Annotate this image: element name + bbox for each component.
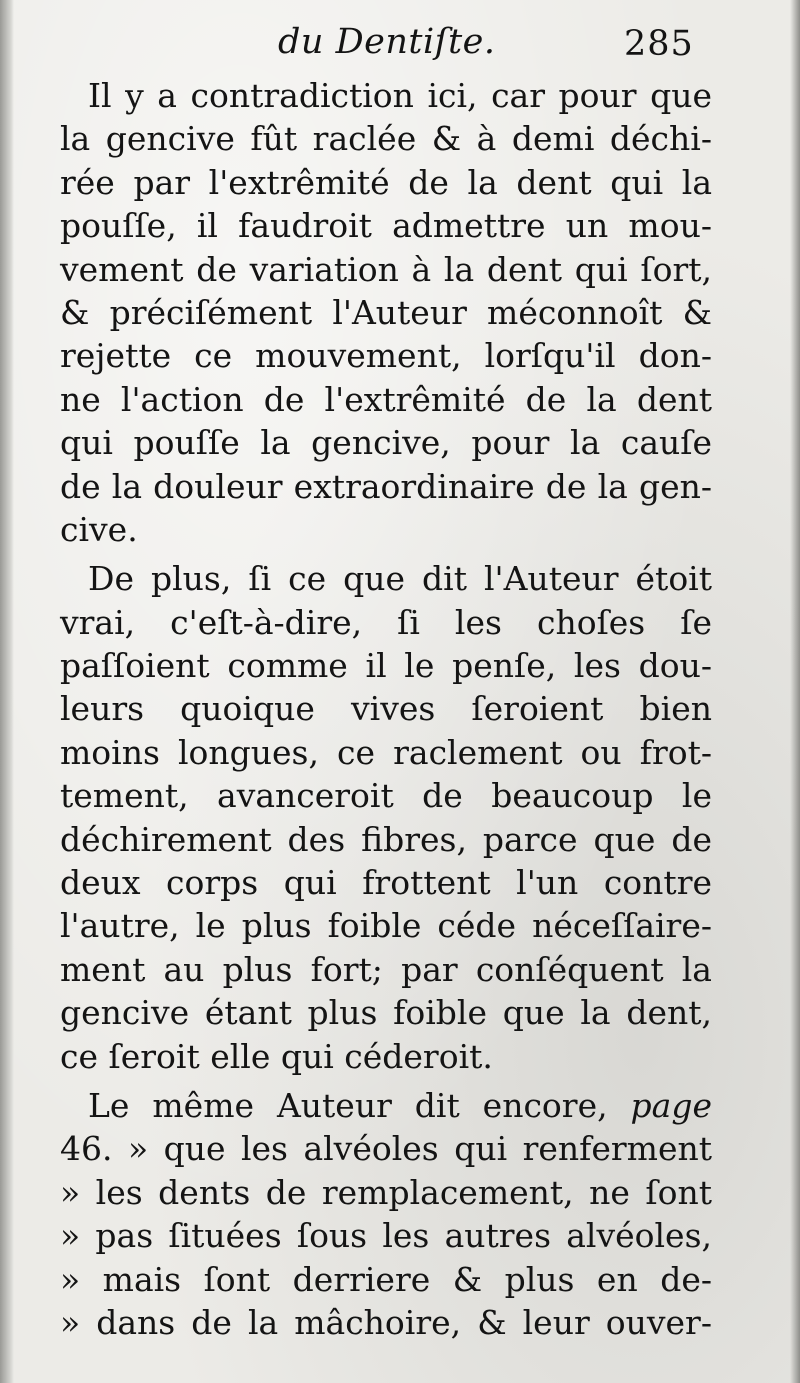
text-line: pouſſe, il faudroit admettre un mou-	[60, 206, 712, 246]
text-line: qui pouſſe la gencive, pour la cauſe	[60, 423, 712, 463]
text-line: & préciſément l'Auteur méconnoît &	[60, 292, 712, 332]
text-line: cive.	[60, 509, 138, 549]
text-line: paſſoient comme il le penſe, les dou-	[60, 646, 712, 686]
quoted-line: » mais ſont derriere & plus en de-	[60, 1259, 712, 1299]
text-line	[60, 1084, 712, 1127]
text-line: ment au plus fort; par conſéquent la	[60, 949, 712, 989]
text-line: la gencive fût raclée & à demi déchi-	[60, 119, 712, 159]
text-line: moins longues, ce raclement ou frot-	[60, 732, 712, 772]
paragraph-2	[60, 557, 712, 1078]
quoted-line: » les dents de remplacement, ne ſont	[60, 1172, 712, 1212]
quoted-line: » dans de la mâchoire, & leur ouver-	[60, 1302, 712, 1342]
text-line: vrai, c'eſt-à-dire, ſi les choſes ſe	[60, 602, 712, 642]
quoted-line: » pas ſituées ſous les autres alvéoles,	[60, 1216, 712, 1256]
running-title: du Dentiſte.	[278, 22, 496, 62]
text-line: tement, avanceroit de beaucoup le	[60, 776, 712, 816]
text-line: rée par l'extrêmité de la dent qui la	[60, 162, 712, 202]
text-line-main: Le même Auteur dit encore,	[88, 1085, 608, 1125]
text-line: vement de variation à la dent qui ſort,	[60, 249, 712, 289]
paragraph-3	[60, 1084, 712, 1344]
text-line: ce ſeroit elle qui céderoit.	[60, 1036, 493, 1076]
page-edge-shadow-left	[0, 0, 14, 1383]
text-line: de la douleur extraordinaire de la gen-	[60, 466, 712, 506]
running-head	[0, 22, 800, 68]
text-line: De plus, ſi ce que dit l'Auteur étoit	[88, 559, 712, 599]
text-line: Il y a contradiction ici, car pour que	[88, 76, 712, 115]
text-line: deux corps qui frottent l'un contre	[60, 863, 712, 903]
paragraph-1	[60, 74, 712, 551]
text-line: rejette ce mouvement, lorſqu'il don-	[60, 336, 712, 376]
text-line: leurs quoique vives ſeroient bien	[60, 689, 712, 729]
text-line: déchirement des fibres, parce que de	[60, 819, 712, 859]
text-line: ne l'action de l'extrêmité de la dent	[60, 379, 712, 419]
text-line: l'autre, le plus foible céde néceſſaire-	[60, 906, 712, 946]
text-line: gencive étant plus foible que la dent,	[60, 993, 712, 1033]
page-edge-shadow-right	[790, 0, 800, 1383]
body-text	[60, 74, 712, 1344]
page-number: 285	[624, 24, 694, 64]
text-line: 46. » que les alvéoles qui renferment	[60, 1129, 712, 1169]
page-reference-italic: page	[630, 1085, 712, 1125]
